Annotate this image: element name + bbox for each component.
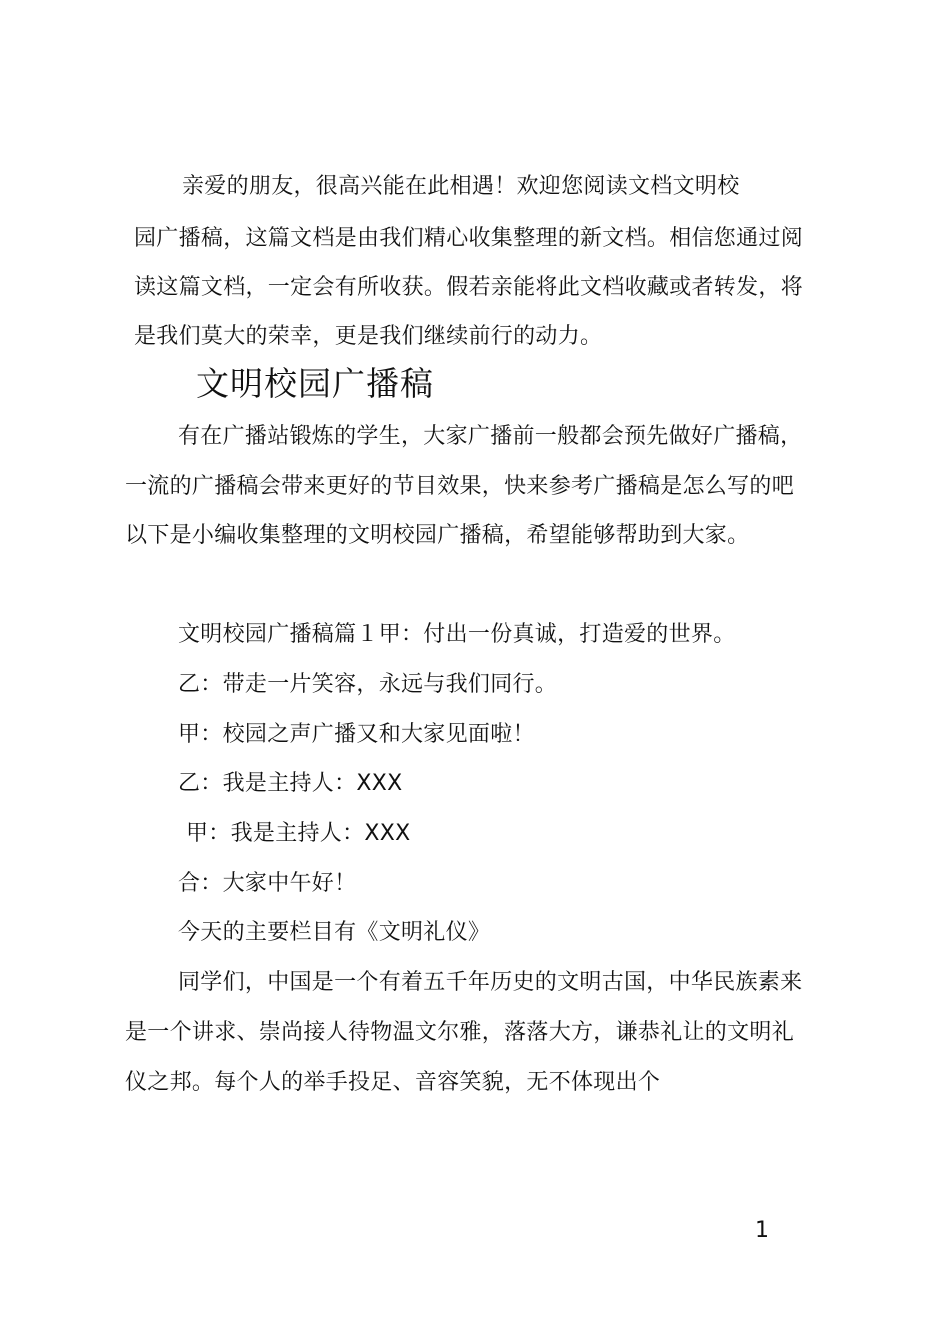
script-line-2: 乙：带走一片笑容，永远与我们同行。 — [178, 672, 558, 697]
body-line-2: 是一个讲求、崇尚接人待物温文尔雅，落落大方，谦恭礼让的文明礼 — [125, 1020, 795, 1045]
script-line-1: 文明校园广播稿篇１甲：付出一份真诚，打造爱的世界。 — [178, 622, 736, 647]
lead-line-2: 一流的广播稿会带来更好的节目效果，快来参考广播稿是怎么写的吧 — [125, 474, 795, 499]
intro-line-3: 读这篇文档，一定会有所收获。假若亲能将此文档收藏或者转发，将 — [134, 275, 804, 300]
intro-line-2: 园广播稿，这篇文档是由我们精心收集整理的新文档。相信您通过阅 — [134, 226, 804, 251]
script-line-5: 甲：我是主持人：XXX — [186, 821, 411, 846]
script-line-4: 乙：我是主持人：XXX — [178, 771, 403, 796]
body-line-1: 同学们，中国是一个有着五千年历史的文明古国，中华民族素来 — [178, 970, 803, 995]
page-number: 1 — [755, 1218, 769, 1243]
script-line-6: 合：大家中午好！ — [178, 871, 357, 896]
lead-line-1: 有在广播站锻炼的学生，大家广播前一般都会预先做好广播稿， — [178, 424, 803, 449]
document-title: 文明校园广播稿 — [196, 364, 434, 403]
body-line-3: 仪之邦。每个人的举手投足、音容笑貌，无不体现出个 — [125, 1070, 661, 1095]
lead-line-3: 以下是小编收集整理的文明校园广播稿，希望能够帮助到大家。 — [125, 523, 750, 548]
script-line-7: 今天的主要栏目有《文明礼仪》 — [178, 920, 491, 945]
intro-line-4: 是我们莫大的荣幸，更是我们继续前行的动力。 — [134, 324, 603, 349]
intro-line-1: 亲爱的朋友，很高兴能在此相遇！欢迎您阅读文档文明校 — [182, 174, 740, 199]
script-line-3: 甲：校园之声广播又和大家见面啦！ — [178, 722, 535, 747]
